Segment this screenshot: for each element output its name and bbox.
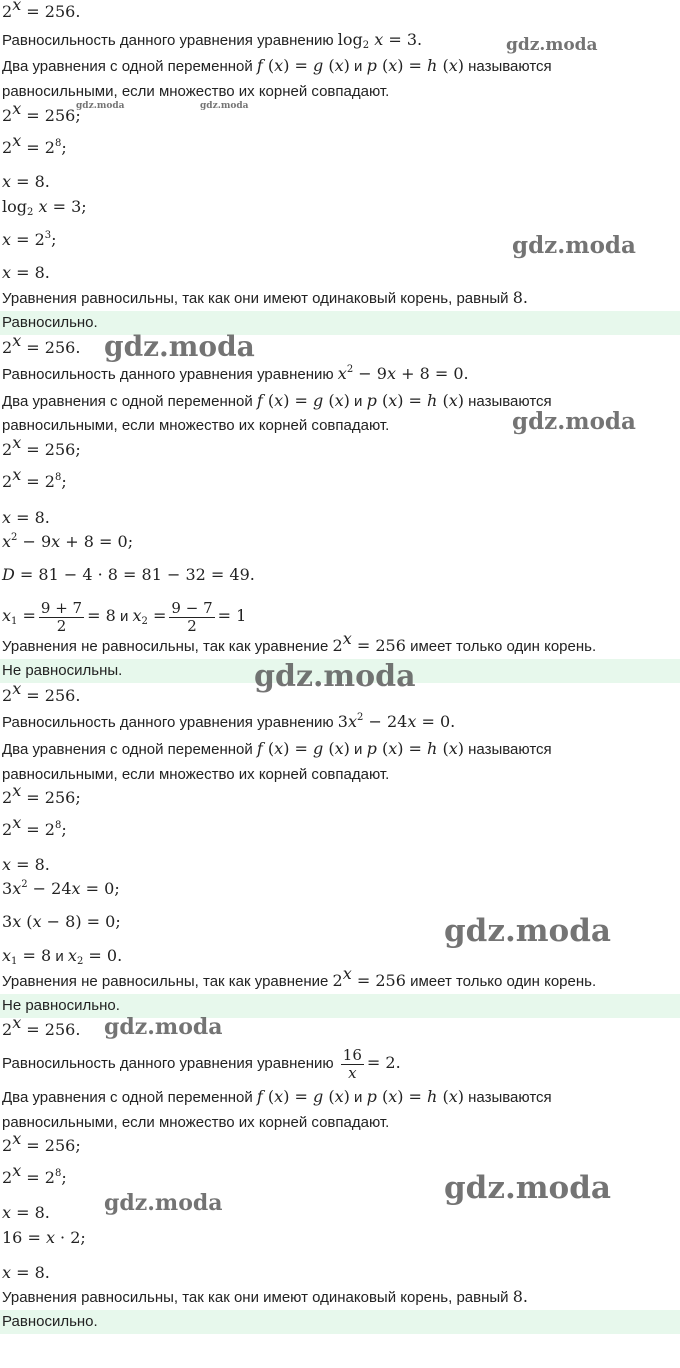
answer-text: Не равносильно. [2, 997, 120, 1014]
conclusion-line: Уравнения не равносильны, так как уравнение $2^x = 256$ имеет только один корень. [2, 629, 597, 655]
equation-line: $2^x = 2^8$; [2, 465, 67, 491]
answer-highlight [0, 1310, 680, 1334]
definition-line-2: равносильными, если множество их корней совпадают. [2, 766, 390, 783]
equation-line: x = 8. [2, 172, 50, 191]
watermark-logo: gdz.moda [200, 101, 249, 111]
equation-line: $2^x = 2^8$; [2, 1161, 67, 1187]
equation-line: $2^x = 2^8$; [2, 813, 67, 839]
equation-line: $2^x = 256$; [2, 1129, 81, 1155]
watermark-logo: gdz.moda [76, 101, 125, 111]
equation-line: $2^x = 256$. [2, 1013, 81, 1039]
answer-text: Равносильно. [2, 1313, 98, 1330]
conclusion-line: Уравнения равносильны, так как они имеют одинаковый корень, равный 8. [2, 1287, 528, 1306]
equation-line: 3x (x − 8) = 0; [2, 912, 121, 931]
equation-line: $x = 2^3$; [2, 230, 57, 249]
equivalence-statement: Равносильность данного уравнения уравнению $3x^2 - 24x = 0$. [2, 712, 456, 731]
watermark-logo: gdz.moda [254, 659, 416, 694]
answer-text: Не равносильны. [2, 662, 123, 679]
equivalence-statement: Равносильность данного уравнения уравнению $x^2 - 9x + 8 = 0$. [2, 364, 469, 383]
definition-line: Два уравнения с одной переменной f (x) = g (x) и p (x) = h (x) называются [2, 56, 552, 75]
watermark-logo: gdz.moda [104, 1014, 223, 1040]
equation-line: x = 8. [2, 1263, 50, 1282]
watermark-logo: gdz.moda [104, 1190, 223, 1216]
equation-line: x = 8. [2, 1203, 50, 1222]
definition-line-2: равносильными, если множество их корней совпадают. [2, 417, 390, 434]
watermark-logo: gdz.moda [506, 35, 598, 55]
equation-line: $2^x = 2^8$; [2, 131, 67, 157]
definition-line-2: равносильными, если множество их корней совпадают. [2, 1114, 390, 1131]
conclusion-line: Уравнения равносильны, так как они имеют одинаковый корень, равный 8. [2, 288, 528, 307]
watermark-logo: gdz.moda [104, 330, 255, 363]
watermark-logo: gdz.moda [512, 408, 636, 435]
equation-line: $x^2 - 9x + 8 = 0$; [2, 532, 134, 551]
equation-line: D = 81 − 4 · 8 = 81 − 32 = 49. [2, 565, 255, 584]
answer-highlight [0, 311, 680, 335]
equation-line: $2^x = 256$. [2, 331, 81, 357]
equation-line: x = 8. [2, 508, 50, 527]
definition-line: Два уравнения с одной переменной f (x) = g (x) и p (x) = h (x) называются [2, 1087, 552, 1106]
equation-line: $2^x = 256$. [2, 0, 81, 21]
equation-line: $3x^2 - 24x = 0$; [2, 879, 120, 898]
equivalence-statement: Равносильность данного уравнения уравнению $\frac{16}{x}$ = 2. [2, 1045, 401, 1082]
roots-line: $x_1$ = $\frac{9 + 7}{2}$ = 8 и $x_2$ = $\frac{9 - 7}{2}$ = 1 [2, 598, 247, 635]
equation-line: 16 = x · 2; [2, 1228, 86, 1247]
equation-line: $\log_2 x = 3$; [2, 197, 87, 218]
equation-line: $2^x = 256$. [2, 679, 81, 705]
definition-line: Два уравнения с одной переменной f (x) = g (x) и p (x) = h (x) называются [2, 391, 552, 410]
watermark-logo: gdz.moda [444, 1170, 611, 1206]
answer-text: Равносильно. [2, 314, 98, 331]
watermark-logo: gdz.moda [444, 913, 611, 949]
watermark-logo: gdz.moda [512, 232, 636, 259]
conclusion-line: Уравнения не равносильны, так как уравнение $2^x = 256$ имеет только один корень. [2, 964, 597, 990]
definition-line-2: равносильными, если множество их корней совпадают. [2, 83, 390, 100]
equation-line: x = 8. [2, 855, 50, 874]
equation-line: $2^x = 256$; [2, 781, 81, 807]
equation-line: x = 8. [2, 263, 50, 282]
roots-line: $x_1 = 8$ и $x_2 = 0$. [2, 946, 123, 967]
equivalence-statement: Равносильность данного уравнения уравнению $\log_2 x = 3$. [2, 30, 423, 51]
definition-line: Два уравнения с одной переменной f (x) = g (x) и p (x) = h (x) называются [2, 739, 552, 758]
equation-line: $2^x = 256$; [2, 99, 81, 125]
equation-line: $2^x = 256$; [2, 433, 81, 459]
